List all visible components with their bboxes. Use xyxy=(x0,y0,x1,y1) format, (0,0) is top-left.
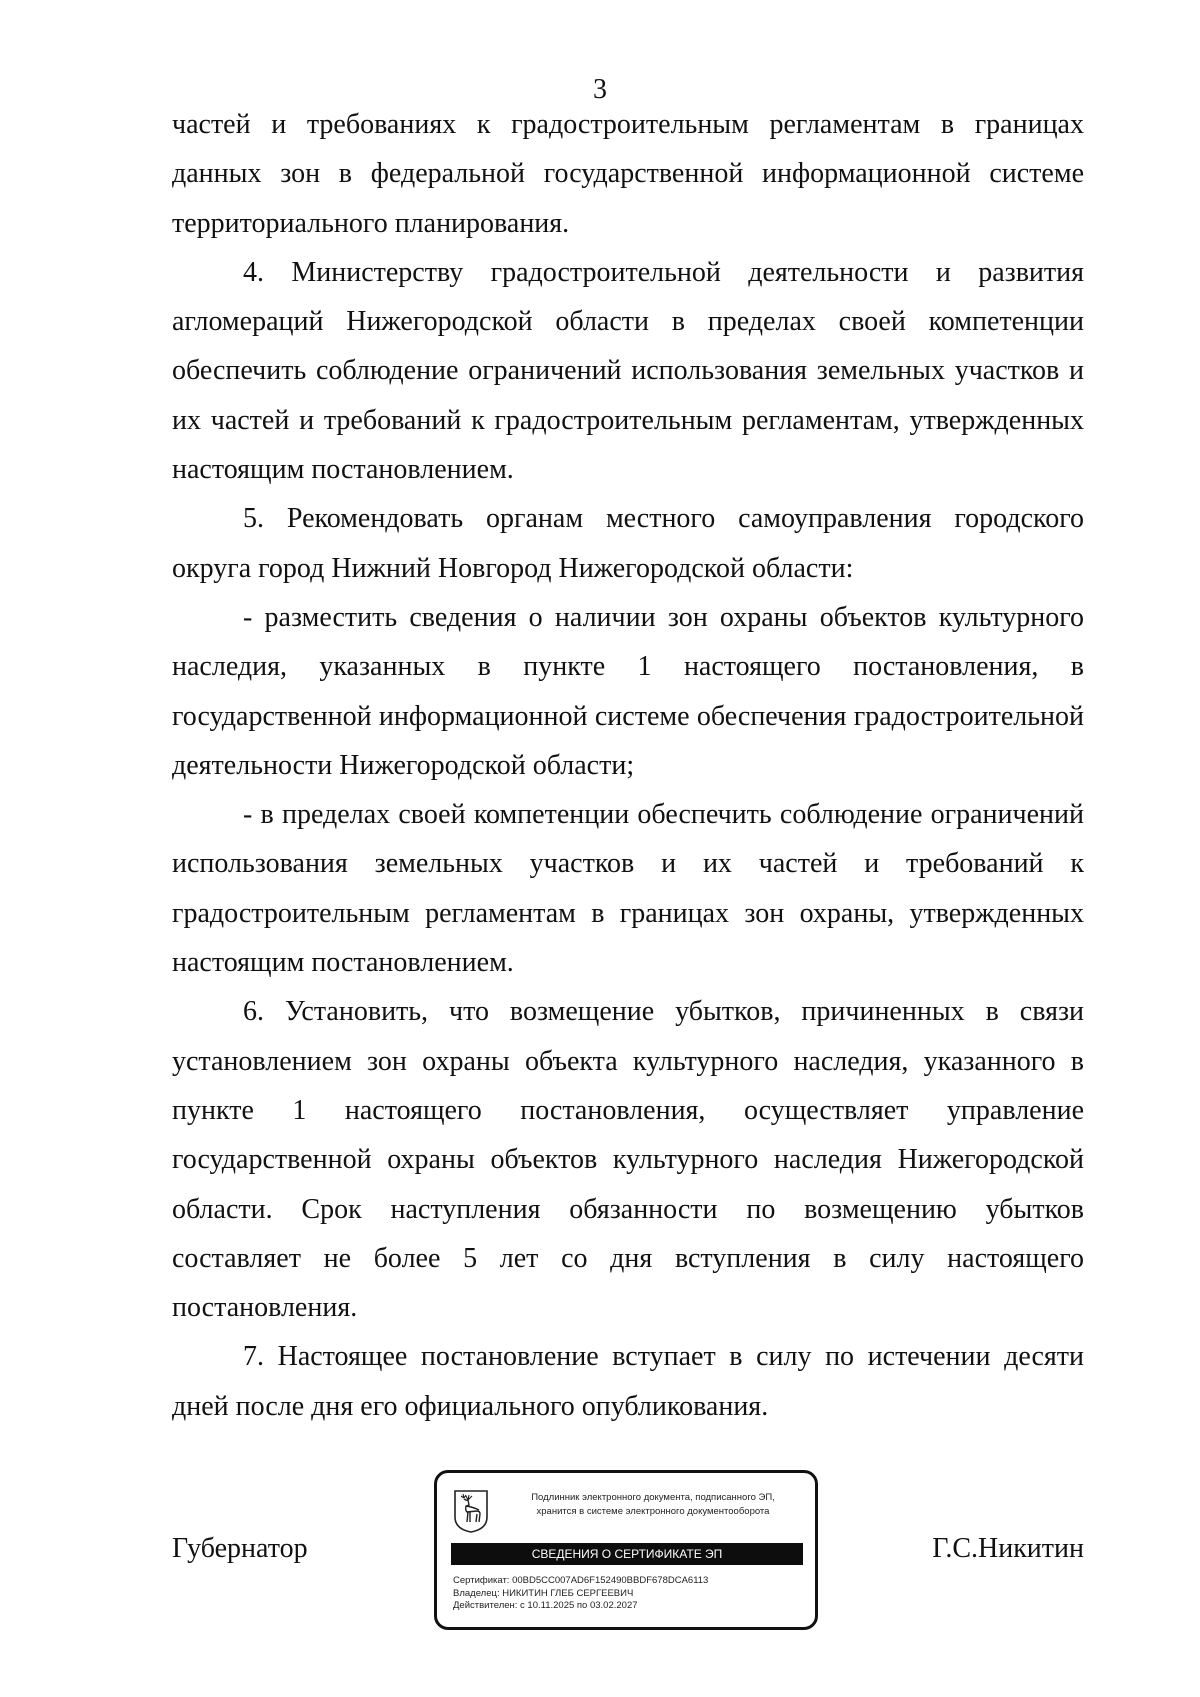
paragraph-item-4: 4. Министерству градостроительной деятельности и развития агломераций Нижегородской области в пределах своей компетенции обеспечить соблюдение ограничений использования земельных участков и их частей и требований к градостроительным регламентам, утвержденных настоящим постановлением. xyxy=(172,256,1084,486)
signer-title: Губернатор xyxy=(172,1533,308,1564)
stamp-note-line-1: Подлинник электронного документа, подписанного ЭП, xyxy=(531,1492,775,1503)
certificate-validity: Действителен: с 10.11.2025 по 03.02.2027 xyxy=(453,1600,638,1611)
certificate-number: Сертификат: 00BD5CC007AD6F152490BBDF678DCA6113 xyxy=(453,1575,709,1586)
paragraph-item-5-subitem-2: - в пределах своей компетенции обеспечить соблюдение ограничений использования земельных участков и их частей и требований к градостроительным регламентам в границах зон охраны, утвержденных настоящим постановлением. xyxy=(172,799,1084,979)
electronic-signature-stamp xyxy=(434,1470,818,1630)
stamp-note-line-2: хранится в системе электронного документооборота xyxy=(536,1506,770,1517)
paragraph-continuation: частей и требованиях к градостроительным регламентам в границах данных зон в федеральной государственной информационной системе территориального планирования. xyxy=(172,109,1084,239)
signer-name: Г.С.Никитин xyxy=(932,1533,1084,1564)
paragraph-item-5-subitem-1: - разместить сведения о наличии зон охраны объектов культурного наследия, указанных в пункте 1 настоящего постановления, в государственной информационной системе обеспечения градостроительной деятельности Нижегородской области; xyxy=(172,601,1084,781)
stamp-note xyxy=(497,1491,809,1519)
paragraph-item-5: 5. Рекомендовать органам местного самоуправления городского округа город Нижний Новгород Нижегородской области: xyxy=(172,503,1084,584)
page-number: 3 xyxy=(593,74,607,105)
deer-emblem-icon xyxy=(453,1489,489,1533)
paragraph-item-6: 6. Установить, что возмещение убытков, причиненных в связи установлением зон охраны объекта культурного наследия, указанного в пункте 1 настоящего постановления, осуществляет управление государственной охраны объектов культурного наследия Нижегородской области. Срок наступления обязанности по возмещению убытков составляет не более 5 лет со дня вступления в силу настоящего постановления. xyxy=(172,996,1084,1324)
paragraph-item-7: 7. Настоящее постановление вступает в силу по истечении десяти дней после дня его официального опубликования. xyxy=(172,1341,1084,1422)
certificate-owner: Владелец: НИКИТИН ГЛЕБ СЕРГЕЕВИЧ xyxy=(453,1587,634,1599)
stamp-certificate-header: СВЕДЕНИЯ О СЕРТИФИКАТЕ ЭП xyxy=(451,1543,803,1565)
stamp-certificate-details xyxy=(453,1575,803,1613)
document-body xyxy=(172,100,1084,1431)
